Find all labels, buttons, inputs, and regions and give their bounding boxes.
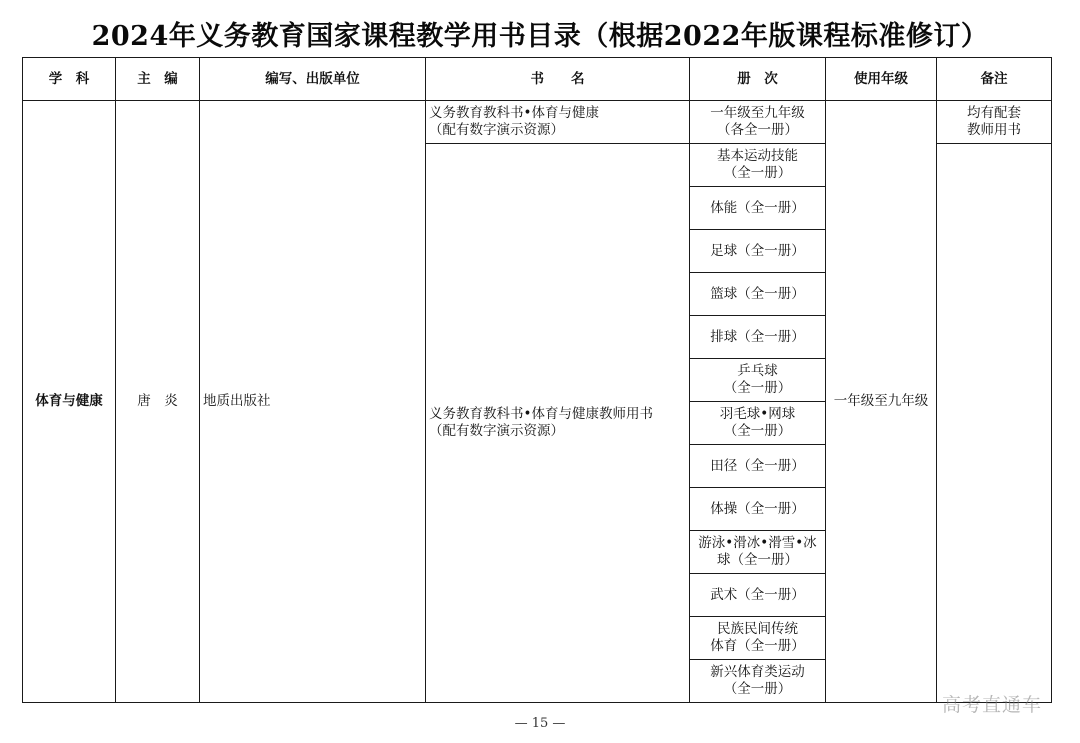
volume-cell: 羽毛球•网球 （全一册） xyxy=(690,402,826,445)
volume-cell: 武术（全一册） xyxy=(690,574,826,617)
watermark: 高考直通车 xyxy=(942,694,1043,716)
page-number: — 15 — xyxy=(514,716,566,731)
publisher-cell: 地质出版社 xyxy=(200,101,426,703)
subject-cell: 体育与健康 xyxy=(23,101,116,703)
volume-cell: 体操（全一册） xyxy=(690,488,826,531)
header-book-name: 书 名 xyxy=(426,58,690,101)
header-row xyxy=(23,58,1052,101)
volume-cell: 民族民间传统 体育（全一册） xyxy=(690,617,826,660)
header-publisher: 编写、出版单位 xyxy=(200,58,426,101)
table-row xyxy=(23,101,1052,144)
textbook-catalog-table xyxy=(22,57,1052,703)
volume-cell: 足球（全一册） xyxy=(690,230,826,273)
header-subject: 学 科 xyxy=(23,58,116,101)
volume-cell: 基本运动技能 （全一册） xyxy=(690,144,826,187)
header-remark: 备注 xyxy=(937,58,1052,101)
remark-cell xyxy=(937,144,1052,703)
header-volume: 册 次 xyxy=(690,58,826,101)
volume-cell: 新兴体育类运动 （全一册） xyxy=(690,660,826,703)
volume-cell: 体能（全一册） xyxy=(690,187,826,230)
volume-cell: 游泳•滑冰•滑雪•冰 球（全一册） xyxy=(690,531,826,574)
book-name-cell: 义务教育教科书•体育与健康教师用书 （配有数字演示资源） xyxy=(426,144,690,703)
document-title: 2024年义务教育国家课程教学用书目录（根据2022年版课程标准修订） xyxy=(91,21,989,52)
remark-cell: 均有配套 教师用书 xyxy=(937,101,1052,144)
header-grade: 使用年级 xyxy=(826,58,937,101)
volume-cell: 排球（全一册） xyxy=(690,316,826,359)
volume-cell: 篮球（全一册） xyxy=(690,273,826,316)
grade-cell: 一年级至九年级 xyxy=(826,101,937,703)
header-editor: 主 编 xyxy=(116,58,200,101)
volume-cell: 乒乓球 （全一册） xyxy=(690,359,826,402)
book-name-cell: 义务教育教科书•体育与健康 （配有数字演示资源） xyxy=(426,101,690,144)
volume-cell: 田径（全一册） xyxy=(690,445,826,488)
volume-cell: 一年级至九年级 （各全一册） xyxy=(690,101,826,144)
editor-cell: 唐 炎 xyxy=(116,101,200,703)
